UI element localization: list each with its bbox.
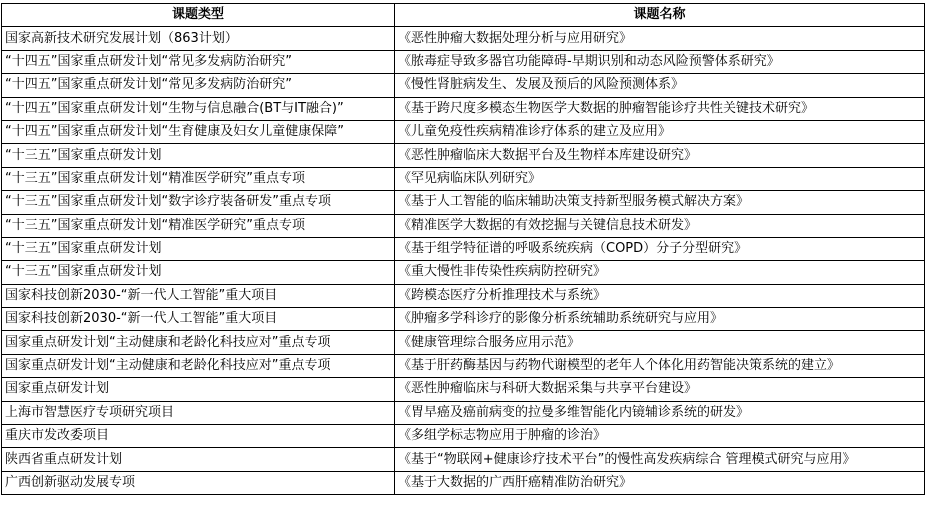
- project-name-cell: 《慢性肾脏病发生、发展及预后的风险预测体系》: [395, 74, 925, 97]
- table-header-row: [2, 4, 925, 27]
- project-type-cell: 重庆市发改委项目: [2, 425, 395, 448]
- project-name-cell: 《跨模态医疗分析推理技术与系统》: [395, 284, 925, 307]
- table-row: [2, 27, 925, 50]
- project-name-cell: 《基于肝药酶基因与药物代谢模型的老年人个体化用药智能决策系统的建立》: [395, 354, 925, 377]
- project-type-cell: “十四五”国家重点研发计划“常见多发病防治研究”: [2, 50, 395, 73]
- table-row: [2, 354, 925, 377]
- project-type-cell: “十三五”国家重点研发计划“精准医学研究”重点专项: [2, 167, 395, 190]
- project-name-cell: 《精准医学大数据的有效挖掘与关键信息技术研发》: [395, 214, 925, 237]
- project-name-cell: 《肿瘤多学科诊疗的影像分析系统辅助系统研究与应用》: [395, 308, 925, 331]
- table-row: [2, 401, 925, 424]
- table-row: [2, 74, 925, 97]
- project-name-cell: 《恶性肿瘤大数据处理分析与应用研究》: [395, 27, 925, 50]
- table-row: [2, 50, 925, 73]
- table-row: [2, 237, 925, 260]
- table-row: [2, 448, 925, 471]
- project-type-cell: “十四五”国家重点研发计划“生育健康及妇女儿童健康保障”: [2, 120, 395, 143]
- project-type-cell: 国家科技创新2030-“新一代人工智能”重大项目: [2, 284, 395, 307]
- project-type-cell: 陕西省重点研发计划: [2, 448, 395, 471]
- table-row: [2, 144, 925, 167]
- project-name-cell: 《基于组学特征谱的呼吸系统疾病（COPD）分子分型研究》: [395, 237, 925, 260]
- table-row: [2, 261, 925, 284]
- project-type-cell: “十三五”国家重点研发计划: [2, 261, 395, 284]
- project-type-cell: 国家科技创新2030-“新一代人工智能”重大项目: [2, 308, 395, 331]
- project-type-cell: “十三五”国家重点研发计划: [2, 144, 395, 167]
- project-type-cell: 国家重点研发计划: [2, 378, 395, 401]
- project-name-cell: 《基于人工智能的临床辅助决策支持新型服务模式解决方案》: [395, 191, 925, 214]
- project-name-cell: 《罕见病临床队列研究》: [395, 167, 925, 190]
- project-type-cell: 国家重点研发计划“主动健康和老龄化科技应对”重点专项: [2, 331, 395, 354]
- project-table: [1, 3, 925, 495]
- project-type-cell: “十三五”国家重点研发计划“精准医学研究”重点专项: [2, 214, 395, 237]
- table-row: [2, 120, 925, 143]
- project-type-cell: 广西创新驱动发展专项: [2, 471, 395, 494]
- project-name-cell: 《基于“物联网+健康诊疗技术平台”的慢性高发疾病综合 管理模式研究与应用》: [395, 448, 925, 471]
- project-type-cell: 国家重点研发计划“主动健康和老龄化科技应对”重点专项: [2, 354, 395, 377]
- project-type-cell: “十四五”国家重点研发计划“常见多发病防治研究”: [2, 74, 395, 97]
- project-name-cell: 《基于跨尺度多模态生物医学大数据的肿瘤智能诊疗共性关键技术研究》: [395, 97, 925, 120]
- project-name-cell: 《恶性肿瘤临床大数据平台及生物样本库建设研究》: [395, 144, 925, 167]
- project-name-cell: 《儿童免疫性疾病精准诊疗体系的建立及应用》: [395, 120, 925, 143]
- table-row: [2, 167, 925, 190]
- table-row: [2, 471, 925, 494]
- header-project-type: 课题类型: [2, 4, 395, 27]
- project-type-cell: 上海市智慧医疗专项研究项目: [2, 401, 395, 424]
- project-name-cell: 《健康管理综合服务应用示范》: [395, 331, 925, 354]
- table-row: [2, 425, 925, 448]
- project-type-cell: “十三五”国家重点研发计划“数字诊疗装备研发”重点专项: [2, 191, 395, 214]
- project-name-cell: 《重大慢性非传染性疾病防控研究》: [395, 261, 925, 284]
- table-row: [2, 214, 925, 237]
- project-name-cell: 《恶性肿瘤临床与科研大数据采集与共享平台建设》: [395, 378, 925, 401]
- table-row: [2, 308, 925, 331]
- project-type-cell: “十三五”国家重点研发计划: [2, 237, 395, 260]
- project-name-cell: 《基于大数据的广西肝癌精准防治研究》: [395, 471, 925, 494]
- table-row: [2, 284, 925, 307]
- table-row: [2, 378, 925, 401]
- project-type-cell: “十四五”国家重点研发计划“生物与信息融合(BT与IT融合)”: [2, 97, 395, 120]
- project-type-cell: 国家高新技术研究发展计划（863计划）: [2, 27, 395, 50]
- project-name-cell: 《胃早癌及癌前病变的拉曼多维智能化内镜辅诊系统的研发》: [395, 401, 925, 424]
- project-name-cell: 《多组学标志物应用于肿瘤的诊治》: [395, 425, 925, 448]
- table-row: [2, 191, 925, 214]
- project-name-cell: 《脓毒症导致多器官功能障碍-早期识别和动态风险预警体系研究》: [395, 50, 925, 73]
- table-row: [2, 331, 925, 354]
- table-row: [2, 97, 925, 120]
- header-project-name: 课题名称: [395, 4, 925, 27]
